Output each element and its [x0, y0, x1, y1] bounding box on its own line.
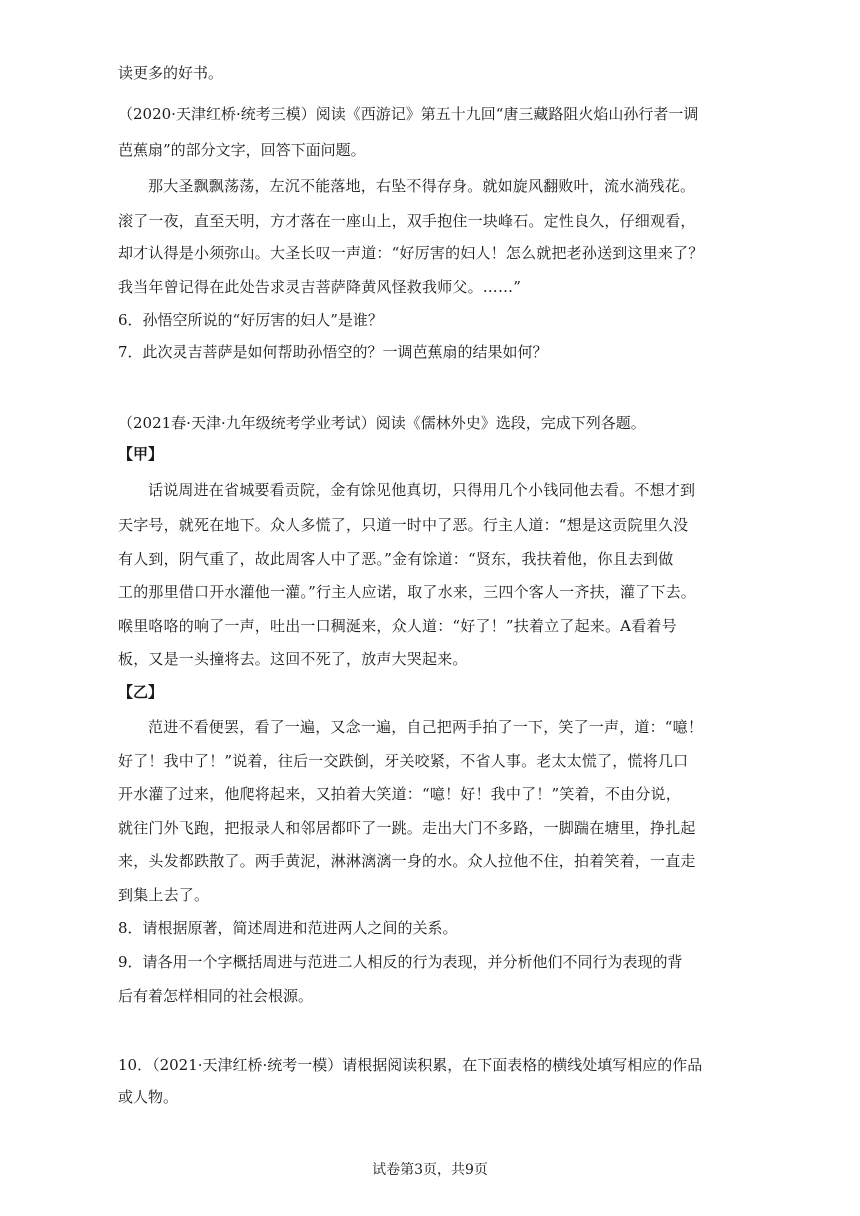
- question-7: 7．此次灵吉菩萨是如何帮助孙悟空的？一调芭蕉扇的结果如何？: [118, 343, 548, 361]
- passage-line: 却才认得是小须弥山。大圣长叹一声道：“好厉害的妇人！怎么就把老孙送到这里来了？: [118, 244, 704, 262]
- question-10: 10．（2021·天津红桥·统考一模）请根据阅读积累，在下面表格的横线处填写相应的作品: [118, 1056, 703, 1074]
- question-source-xiyouji: （2020·天津红桥·统考三模）阅读《西游记》第五十九回“唐三藏路阻火焰山孙行者一调: [118, 105, 699, 123]
- question-source-rulinwaishi: （2021春·天津·九年级统考学业考试）阅读《儒林外史》选段，完成下列各题。: [118, 414, 646, 432]
- section-label-yi: 【乙】: [118, 683, 164, 701]
- passage-line: 喉里咯咯的响了一声，吐出一口稠涎来，众人道：“好了！”扶着立了起来。A看着号: [118, 617, 677, 635]
- text-line: 或人物。: [118, 1088, 179, 1106]
- passage-line: 板，又是一头撞将去。这回不死了，放声大哭起来。: [118, 650, 468, 668]
- passage-line: 到集上去了。: [118, 886, 210, 904]
- question-8: 8．请根据原著，简述周进和范进两人之间的关系。: [118, 919, 458, 937]
- passage-line: 范进不看便罢，看了一遍，又念一遍，自己把两手拍了一下，笑了一声，道：“噫！: [148, 718, 704, 736]
- section-label-jia: 【甲】: [118, 445, 164, 463]
- passage-line: 好了！我中了！”说着，往后一交跌倒，牙关咬紧，不省人事。老太太慌了，慌将几口: [118, 752, 689, 770]
- question-9: 9．请各用一个字概括周进与范进二人相反的行为表现，并分析他们不同行为表现的背: [118, 953, 683, 971]
- passage-line: 那大圣飘飘荡荡，左沉不能落地，右坠不得存身。就如旋风翻败叶，流水淌残花。: [148, 177, 696, 195]
- text-line: 后有着怎样相同的社会根源。: [118, 987, 314, 1005]
- passage-line: 工的那里借口开水灌他一灌。”行主人应诺，取了水来，三四个客人一齐扶，灌了下去。: [118, 583, 696, 601]
- passage-line: 我当年曾记得在此处告求灵吉菩萨降黄风怪救我师父。……”: [118, 278, 522, 296]
- passage-line: 话说周进在省城要看贡院，金有馀见他真切，只得用几个小钱同他去看。不想才到: [148, 481, 696, 499]
- passage-line: 来，头发都跌散了。两手黄泥，淋淋漓漓一身的水。众人拉他不住，拍着笑着，一直走: [118, 852, 696, 870]
- text-line: 芭蕉扇”的部分文字，回答下面问题。: [118, 141, 366, 159]
- passage-line: 就往门外飞跑，把报录人和邻居都吓了一跳。走出大门不多路，一脚踹在塘里，挣扎起: [118, 819, 696, 837]
- passage-line: 有人到，阴气重了，故此周客人中了恶。”金有馀道：“贤东，我扶着他，你且去到做: [118, 550, 674, 568]
- passage-line: 滚了一夜，直至天明，方才落在一座山上，双手抱住一块峰石。定性良久，仔细观看，: [118, 212, 696, 230]
- page-footer: 试卷第3页，共9页: [372, 1162, 488, 1178]
- question-6: 6．孙悟空所说的“好厉害的妇人”是谁？: [118, 311, 383, 329]
- text-line: 读更多的好书。: [118, 64, 224, 82]
- passage-line: 开水灌了过来，他爬将起来，又拍着大笑道：“噫！好！我中了！”笑着，不由分说，: [118, 785, 681, 803]
- passage-line: 天字号，就死在地下。众人多慌了，只道一时中了恶。行主人道：“想是这贡院里久没: [118, 516, 689, 534]
